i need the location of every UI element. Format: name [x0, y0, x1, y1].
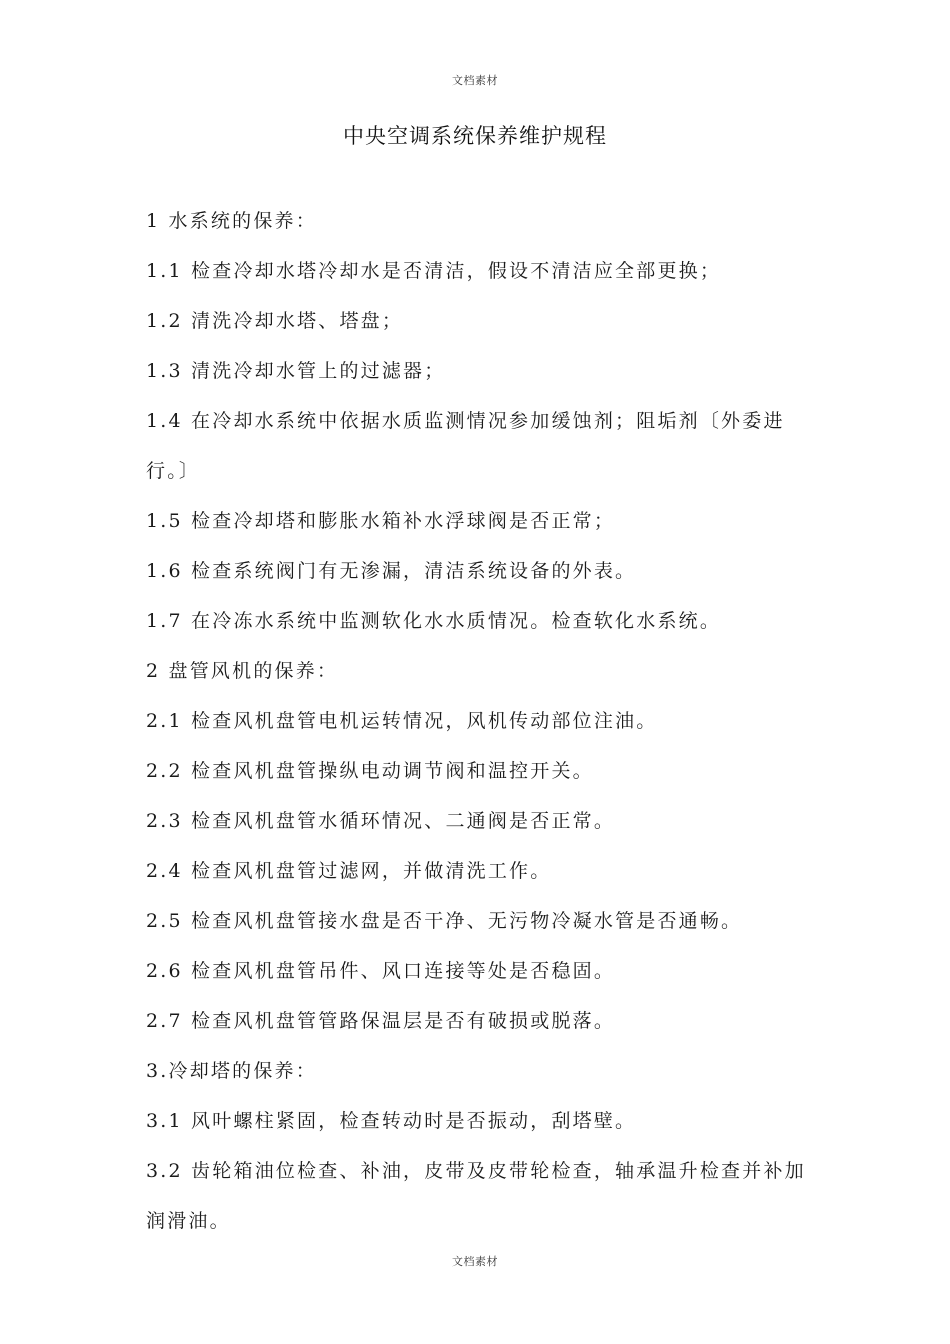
footer-label: 文档素材	[452, 1255, 498, 1268]
paragraph: 3.2 齿轮箱油位检查、补油，皮带及皮带轮检查，轴承温升检查并补加润滑油。	[146, 1160, 806, 1232]
paragraph: 2 盘管风机的保养：	[146, 660, 339, 682]
paragraph: 2.6 检查风机盘管吊件、风口连接等处是否稳固。	[146, 960, 616, 982]
paragraph: 2.3 检查风机盘管水循环情况、二通阀是否正常。	[146, 810, 616, 832]
paragraph: 2.7 检查风机盘管管路保温层是否有破损或脱落。	[146, 1010, 616, 1032]
paragraph: 1.7 在冷冻水系统中监测软化水水质情况。检查软化水系统。	[146, 610, 722, 632]
paragraph: 2.4 检查风机盘管过滤网，并做清洗工作。	[146, 860, 552, 882]
paragraph: 2.1 检查风机盘管电机运转情况，风机传动部位注油。	[146, 710, 658, 732]
paragraph: 1.6 检查系统阀门有无渗漏，清洁系统设备的外表。	[146, 560, 637, 582]
document-body	[146, 196, 814, 1246]
paragraph: 1.1 检查冷却水塔冷却水是否清洁，假设不清洁应全部更换；	[146, 260, 722, 282]
paragraph: 3.1 风叶螺柱紧固，检查转动时是否振动，刮塔壁。	[146, 1110, 637, 1132]
paragraph: 3.冷却塔的保养：	[146, 1060, 317, 1082]
paragraph: 1.5 检查冷却塔和膨胀水箱补水浮球阀是否正常；	[146, 510, 616, 532]
paragraph: 2.5 检查风机盘管接水盘是否干净、无污物冷凝水管是否通畅。	[146, 910, 743, 932]
paragraph: 2.2 检查风机盘管操纵电动调节阀和温控开关。	[146, 760, 594, 782]
paragraph: 1.2 清洗冷却水塔、塔盘；	[146, 310, 404, 332]
paragraph: 1 水系统的保养：	[146, 210, 317, 232]
document-title: 中央空调系统保养维护规程	[343, 124, 607, 148]
paragraph: 1.4 在冷却水系统中依据水质监测情况参加缓蚀剂；阻垢剂〔外委进行。〕	[146, 410, 785, 482]
paragraph: 1.3 清洗冷却水管上的过滤器；	[146, 360, 446, 382]
header-label: 文档素材	[452, 74, 498, 87]
